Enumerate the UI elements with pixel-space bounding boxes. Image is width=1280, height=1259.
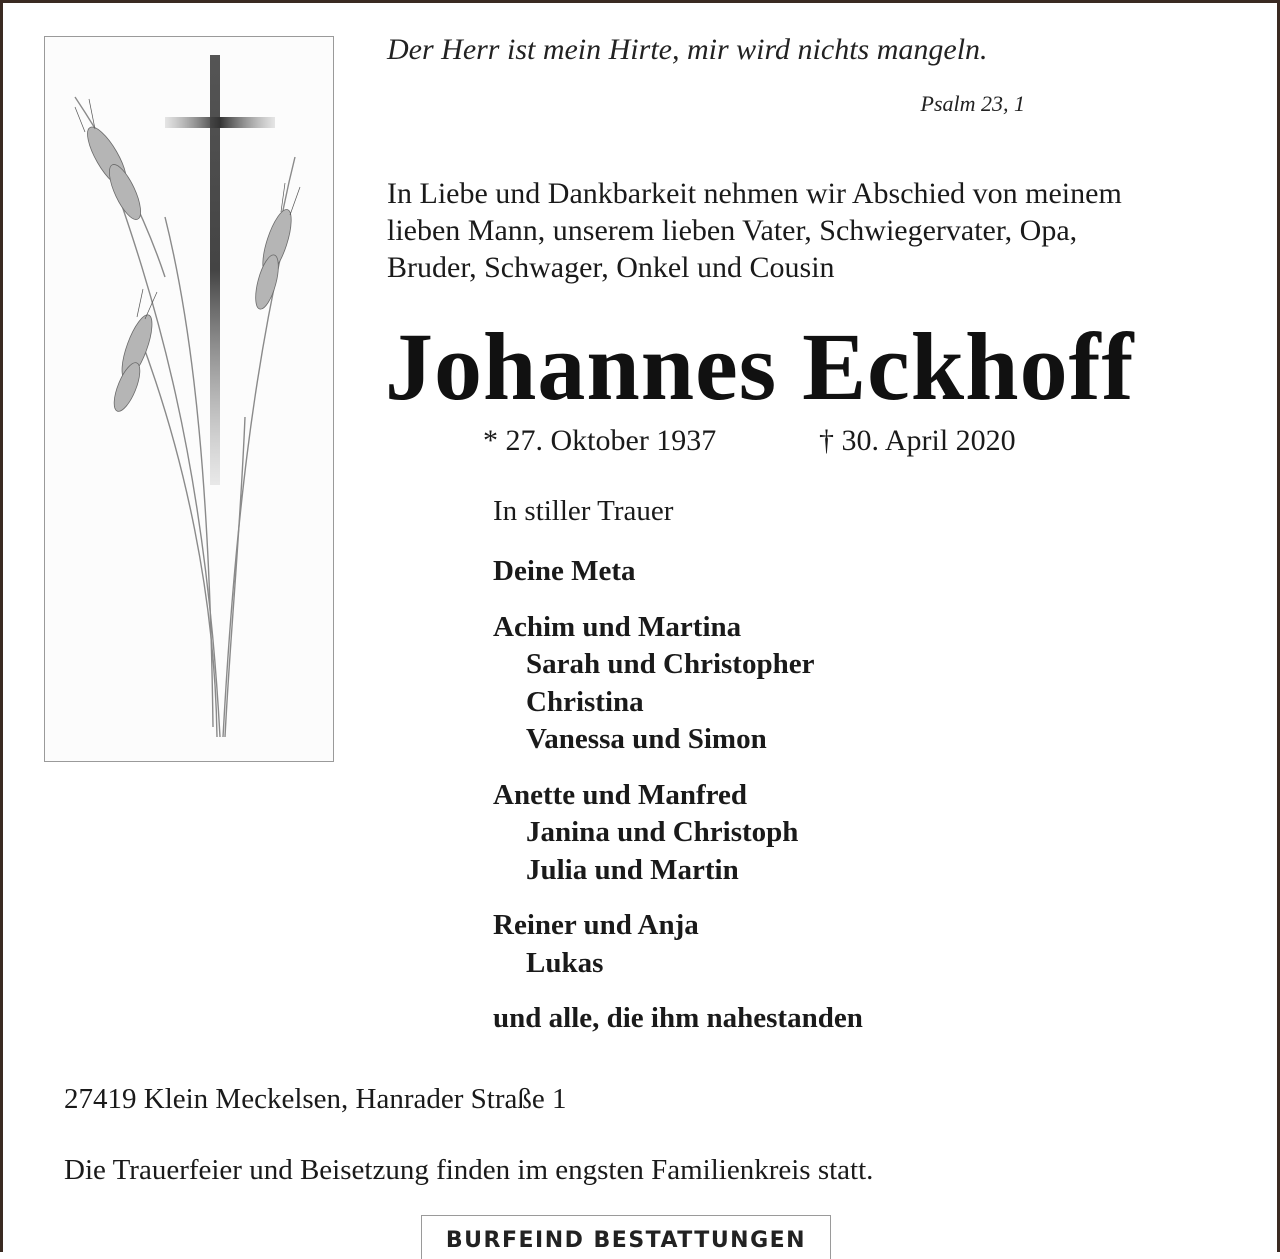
survivor-main: Reiner und Anja	[493, 909, 699, 941]
psalm-quote: Der Herr ist mein Hirte, mir wird nichts mangeln.	[387, 33, 988, 66]
survivor-group	[493, 777, 863, 890]
survivor-group	[493, 609, 863, 759]
survivor-sub: Christina	[526, 685, 644, 718]
service-note: Die Trauerfeier und Beisetzung finden im engsten Familienkreis statt.	[64, 1154, 874, 1186]
intro-line: Bruder, Schwager, Onkel und Cousin	[387, 251, 835, 284]
survivor-sub: Lukas	[526, 946, 604, 979]
closing-line: und alle, die ihm nahestanden	[493, 1002, 863, 1034]
survivors-list	[493, 553, 863, 1038]
survivor-sub: Sarah und Christopher	[526, 648, 815, 680]
survivor-main: Achim und Martina	[493, 610, 742, 643]
cross-with-wheat-icon	[45, 37, 333, 761]
survivor-group	[493, 907, 863, 982]
death-date: † 30. April 2020	[819, 424, 1016, 457]
survivor-sub: Julia und Martin	[526, 853, 739, 886]
survivor-main: Deine Meta	[493, 555, 636, 587]
address: 27419 Klein Meckelsen, Hanrader Straße 1	[64, 1083, 567, 1115]
survivor-sub: Vanessa und Simon	[526, 723, 767, 755]
funeral-home-box	[421, 1215, 831, 1259]
survivor-group	[493, 553, 863, 591]
cross-with-wheat-artwork	[44, 36, 334, 762]
deceased-name: Johannes Eckhoff	[385, 313, 1135, 420]
birth-date: * 27. Oktober 1937	[483, 424, 717, 457]
funeral-home-name: BURFEIND BESTATTUNGEN	[445, 1228, 807, 1253]
intro-line: In Liebe und Dankbarkeit nehmen wir Abschied von meinem	[387, 177, 1122, 210]
survivor-sub: Janina und Christoph	[526, 816, 799, 848]
psalm-reference: Psalm 23, 1	[920, 91, 1025, 116]
life-dates	[483, 424, 1016, 458]
mourning-line: In stiller Trauer	[493, 495, 674, 527]
intro-line: lieben Mann, unserem lieben Vater, Schwiegervater, Opa,	[387, 214, 1078, 247]
survivor-main: Anette und Manfred	[493, 778, 748, 811]
intro-text	[387, 175, 1227, 286]
